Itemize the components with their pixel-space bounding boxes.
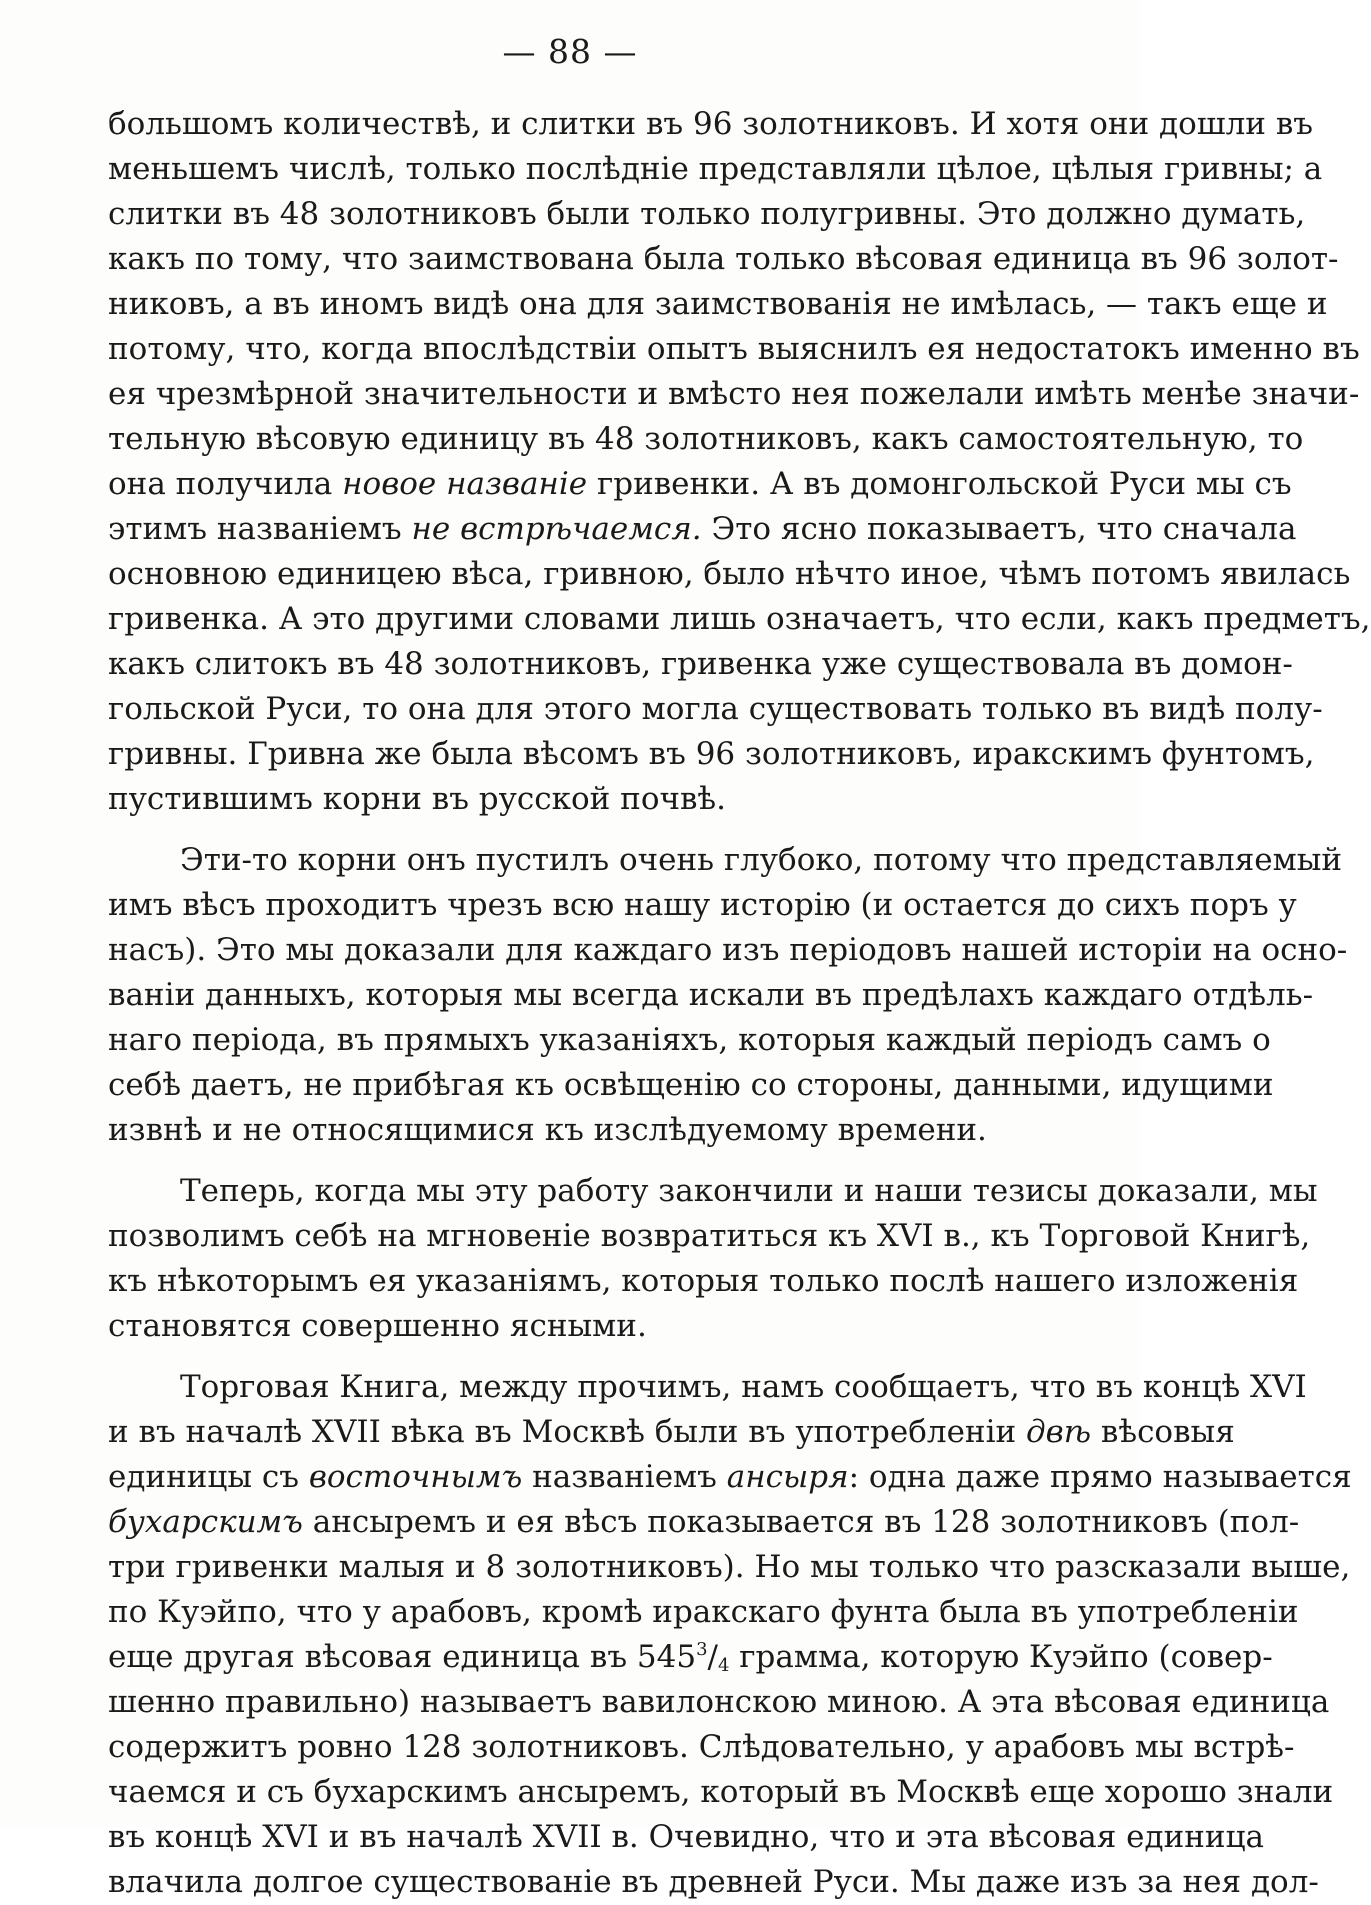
text-line: въ концѣ XVI и въ началѣ XVII в. Очевидно, что и эта вѣсовая единица <box>108 1819 1265 1855</box>
text-line: чаемся и съ бухарскимъ ансыремъ, который въ Москвѣ еще хорошо знали <box>108 1774 1334 1810</box>
text-line: слитки въ 48 золотниковъ были только полугривны. Это должно думать, <box>108 196 1306 232</box>
text-line: влачила долгое существованіе въ древней Руси. Мы даже изъ за нея дол- <box>108 1864 1319 1900</box>
text-line: Эти-то корни онъ пустилъ очень глубоко, потому что представляемый <box>180 842 1343 878</box>
fraction-denominator: 4 <box>717 1655 730 1676</box>
text-run: гривенки. А въ домонгольской Руси мы съ <box>587 466 1292 502</box>
fraction-slash: / <box>707 1639 718 1675</box>
text-line: гривенка. А это другими словами лишь означаетъ, что если, какъ предметъ, <box>108 601 1371 637</box>
text-line: пустившимъ корни въ русской почвѣ. <box>108 781 726 817</box>
italic-emphasis: не встрѣчаемся. <box>411 511 702 547</box>
text-run: : одна даже прямо называется <box>848 1459 1352 1495</box>
text-line: имъ вѣсъ проходитъ чрезъ всю нашу исторію (и остается до сихъ поръ у <box>108 887 1297 923</box>
text-line: шенно правильно) называетъ вавилонскою миною. А эта вѣсовая единица <box>108 1684 1330 1720</box>
text-line: себѣ даетъ, не прибѣгая къ освѣщенію со стороны, данными, идущими <box>108 1067 1274 1103</box>
text-line: ея чрезмѣрной значительности и вмѣсто нея пожелали имѣть менѣе значи- <box>108 376 1360 412</box>
text-run: и въ началѣ XVII вѣка въ Москвѣ были въ употребленіи <box>108 1414 1027 1450</box>
italic-emphasis: двѣ <box>1026 1414 1092 1450</box>
text-line <box>108 507 1297 552</box>
text-line: ваніи данныхъ, которыя мы всегда искали въ предѣлахъ каждаго отдѣль- <box>108 977 1314 1013</box>
text-line: извнѣ и не относящимися къ изслѣдуемому времени. <box>108 1112 987 1148</box>
text-line: позволимъ себѣ на мгновеніе возвратиться къ XVI в., къ Торговой Книгѣ, <box>108 1218 1311 1254</box>
text-line: Теперь, когда мы эту работу закончили и наши тезисы доказали, мы <box>180 1173 1318 1209</box>
text-line: никовъ, а въ иномъ видѣ она для заимствованія не имѣлась, — такъ еще и <box>108 286 1328 322</box>
text-run: она получила <box>108 466 343 502</box>
text-line <box>108 1500 1300 1545</box>
text-line: гривны. Гривна же была вѣсомъ въ 96 золотниковъ, иракскимъ фунтомъ, <box>108 736 1315 772</box>
text-run: этимъ названіемъ <box>108 511 412 547</box>
text-run: единицы съ <box>108 1459 309 1495</box>
text-line: становятся совершенно ясными. <box>108 1308 647 1344</box>
text-line: тельную вѣсовую единицу въ 48 золотниковъ, какъ самостоятельную, то <box>108 421 1304 457</box>
text-line: какъ слитокъ въ 48 золотниковъ, гривенка уже существовала въ домон- <box>108 646 1293 682</box>
text-run: грамма, которую Куэйпо (совер- <box>729 1639 1273 1675</box>
text-line: содержитъ ровно 128 золотниковъ. Слѣдовательно, у арабовъ мы встрѣ- <box>108 1729 1295 1765</box>
italic-emphasis: новое названіе <box>342 466 588 502</box>
text-line <box>108 1410 1235 1455</box>
text-line: Торговая Книга, между прочимъ, намъ сообщаетъ, что въ концѣ XVI <box>180 1369 1307 1405</box>
text-line: меньшемъ числѣ, только послѣдніе представляли цѣлое, цѣлыя гривны; а <box>108 151 1323 187</box>
text-run: вѣсовыя <box>1091 1414 1235 1450</box>
text-line: основною единицею вѣса, гривною, было нѣчто иное, чѣмъ потомъ явилась <box>108 556 1351 592</box>
text-line: большомъ количествѣ, и слитки въ 96 золотниковъ. И хотя они дошли въ <box>108 106 1313 142</box>
text-run: названіемъ <box>522 1459 727 1495</box>
text-line: насъ). Это мы доказали для каждаго изъ періодовъ нашей исторіи на осно- <box>108 932 1348 968</box>
text-run: ансыремъ и ея вѣсъ показывается въ 128 золотниковъ (пол- <box>302 1504 1300 1540</box>
italic-emphasis: ансыря <box>726 1459 849 1495</box>
text-run: еще другая вѣсовая единица въ 545 <box>108 1639 697 1675</box>
text-line: гольской Руси, то она для этого могла существовать только въ видѣ полу- <box>108 691 1323 727</box>
body-text <box>108 102 1371 1905</box>
text-line: какъ по тому, что заимствована была только вѣсовая единица въ 96 золот- <box>108 241 1339 277</box>
text-line: по Куэйпо, что у арабовъ, кромѣ иракскаго фунта была въ употребленіи <box>108 1594 1299 1630</box>
text-line <box>108 1635 1273 1680</box>
italic-emphasis: восточнымъ <box>308 1459 523 1495</box>
text-line: потому, что, когда впослѣдствіи опытъ выяснилъ ея недостатокъ именно въ <box>108 331 1360 367</box>
text-line: три гривенки малыя и 8 золотниковъ). Но мы только что разсказали выше, <box>108 1549 1351 1585</box>
page-number: — 88 — <box>502 32 638 71</box>
text-line <box>108 462 1292 507</box>
text-line: наго періода, въ прямыхъ указаніяхъ, которыя каждый періодъ самъ о <box>108 1022 1271 1058</box>
italic-emphasis: бухарскимъ <box>108 1504 303 1540</box>
fraction-numerator: 3 <box>696 1639 708 1660</box>
text-line <box>108 1455 1352 1500</box>
text-run: Это ясно показываетъ, что сначала <box>701 511 1297 547</box>
text-line: къ нѣкоторымъ ея указаніямъ, которыя только послѣ нашего изложенія <box>108 1263 1299 1299</box>
